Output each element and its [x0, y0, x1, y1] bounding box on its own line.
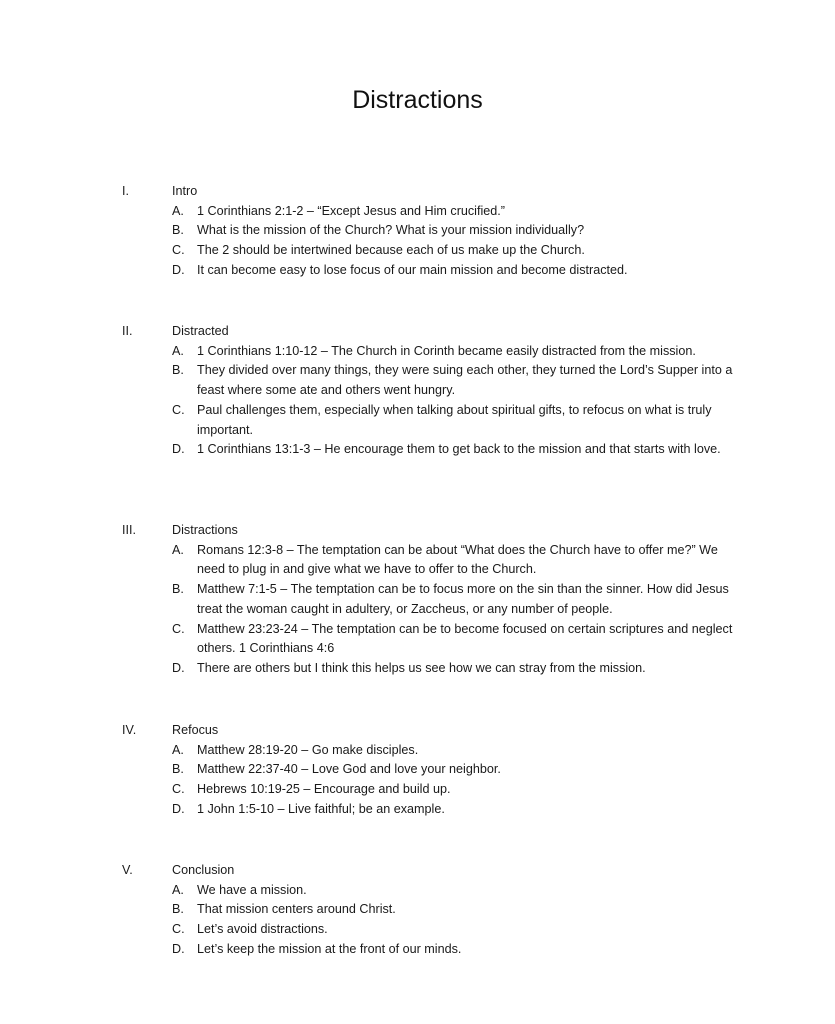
item-text: What is the mission of the Church? What is your mission individually?	[197, 223, 585, 238]
item-text: 1 Corinthians 2:1-2 – “Except Jesus and Him crucified.”	[197, 203, 505, 218]
item-text: There are others but I think this helps us see how we can stray from the mission.	[197, 660, 646, 675]
item-text: They divided over many things, they were suing each other, they turned the Lord’s Supper into a feast where some ate and others went hungry.	[197, 363, 733, 398]
outline-item	[172, 760, 742, 780]
item-text: Paul challenges them, especially when talking about spiritual gifts, to refocus on what is truly important.	[197, 402, 712, 437]
outline-item	[172, 620, 742, 659]
item-letter: D.	[172, 262, 185, 277]
item-text: That mission centers around Christ.	[197, 902, 396, 917]
outline-item	[172, 881, 742, 901]
item-letter: C.	[172, 402, 185, 417]
outline-item	[172, 659, 742, 679]
section-heading: Refocus	[172, 723, 219, 737]
item-letter: B.	[172, 223, 184, 238]
item-letter: D.	[172, 660, 185, 675]
item-text: 1 John 1:5-10 – Live faithful; be an example.	[197, 801, 445, 816]
item-text: We have a mission.	[197, 882, 307, 897]
item-letter: B.	[172, 902, 184, 917]
section-items	[172, 541, 742, 679]
outline-item	[172, 401, 742, 440]
item-letter: A.	[172, 343, 184, 358]
item-letter: A.	[172, 882, 184, 897]
outline-item	[172, 261, 742, 281]
section-items	[172, 881, 742, 960]
section-items	[172, 342, 742, 460]
item-letter: B.	[172, 582, 184, 597]
item-letter: D.	[172, 941, 185, 956]
outline-item	[172, 920, 742, 940]
outline-item	[172, 361, 742, 400]
item-letter: C.	[172, 243, 185, 258]
outline-item	[172, 241, 742, 261]
item-letter: C.	[172, 782, 185, 797]
item-letter: D.	[172, 801, 185, 816]
item-letter: A.	[172, 542, 184, 557]
outline-item	[172, 900, 742, 920]
outline-item	[172, 800, 742, 820]
item-text: Matthew 7:1-5 – The temptation can be to focus more on the sin than the sinner. How did Jesus treat the woman caught in adultery, or Zaccheus, or any number of people.	[197, 582, 729, 616]
section-items	[172, 741, 742, 820]
section-heading: Distracted	[172, 324, 229, 338]
item-letter: B.	[172, 762, 184, 777]
document-title: Distractions	[352, 86, 483, 114]
outline-item	[172, 202, 742, 222]
outline-item	[172, 440, 742, 460]
item-letter: A.	[172, 203, 184, 218]
outline-item	[172, 342, 742, 362]
section-heading: Intro	[172, 184, 198, 198]
section-heading: Conclusion	[172, 863, 235, 877]
item-letter: C.	[172, 922, 185, 937]
section-numeral: IV.	[122, 723, 137, 737]
outline-item	[172, 580, 742, 619]
section-items	[172, 202, 742, 281]
section-numeral: V.	[122, 863, 133, 877]
item-text: The 2 should be intertwined because each of us make up the Church.	[197, 243, 585, 258]
item-letter: A.	[172, 742, 184, 757]
item-text: Hebrews 10:19-25 – Encourage and build up.	[197, 782, 451, 797]
item-text: Let’s avoid distractions.	[197, 922, 328, 937]
section-numeral: III.	[122, 523, 136, 537]
item-letter: D.	[172, 442, 185, 457]
item-text: Matthew 22:37-40 – Love God and love your neighbor.	[197, 762, 501, 777]
item-text: Matthew 28:19-20 – Go make disciples.	[197, 742, 419, 757]
section-numeral: I.	[122, 184, 129, 198]
item-text: 1 Corinthians 1:10-12 – The Church in Corinth became easily distracted from the mission.	[197, 343, 696, 358]
section-numeral: II.	[122, 324, 133, 338]
item-letter: C.	[172, 621, 185, 636]
item-text: It can become easy to lose focus of our main mission and become distracted.	[197, 262, 628, 277]
item-text: 1 Corinthians 13:1-3 – He encourage them to get back to the mission and that starts with love.	[197, 442, 721, 457]
section-heading: Distractions	[172, 523, 238, 537]
outline-item	[172, 741, 742, 761]
outline-item	[172, 780, 742, 800]
outline-item	[172, 221, 742, 241]
item-text: Let’s keep the mission at the front of our minds.	[197, 941, 462, 956]
outline-item	[172, 541, 742, 580]
item-text: Matthew 23:23-24 – The temptation can be to become focused on certain scriptures and neglect others. 1 Corinthians 4:6	[197, 621, 733, 656]
outline-item	[172, 940, 742, 960]
item-text: Romans 12:3-8 – The temptation can be about “What does the Church have to offer me?” We need to plug in and give what we have to offer to the Church.	[197, 542, 718, 577]
item-letter: B.	[172, 363, 184, 378]
